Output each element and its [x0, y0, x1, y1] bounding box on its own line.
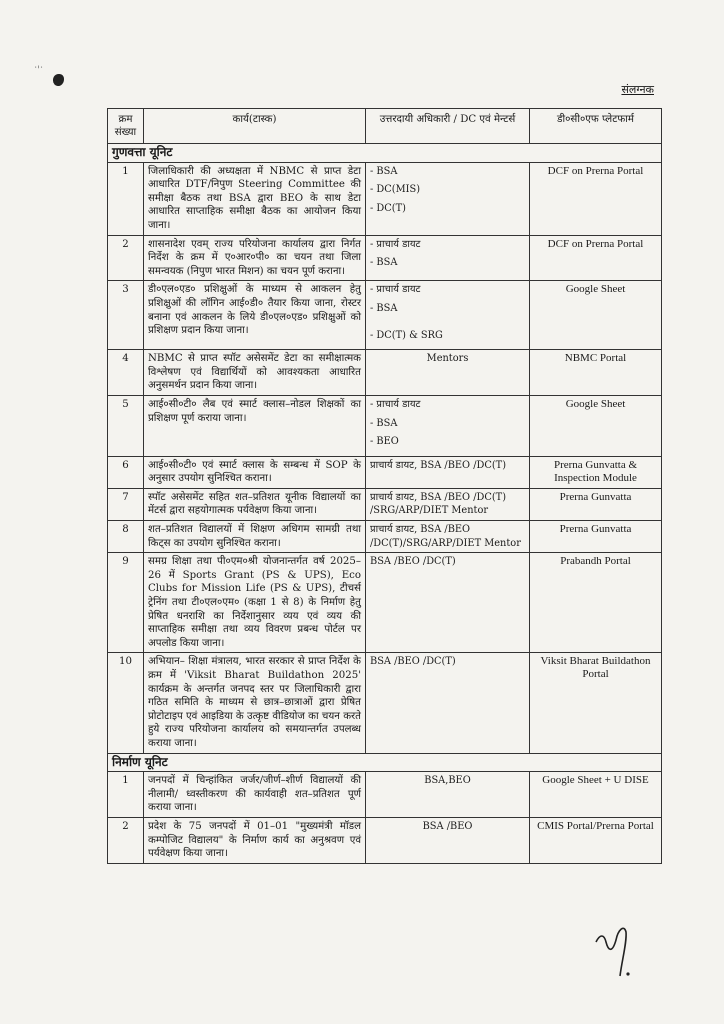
- row-number: 5: [108, 395, 144, 456]
- platform: Google Sheet: [530, 395, 662, 456]
- section-row: [108, 144, 662, 163]
- row-number: 7: [108, 488, 144, 520]
- platform: CMIS Portal/Prerna Portal: [530, 817, 662, 863]
- signature: [594, 920, 642, 980]
- platform: Viksit Bharat Buildathon Portal: [530, 653, 662, 753]
- task-table: [107, 108, 662, 864]
- row-number: 10: [108, 653, 144, 753]
- table-row: [108, 553, 662, 653]
- platform: Prerna Gunvatta: [530, 488, 662, 520]
- task-description: शासनादेश एवम् राज्य परियोजना कार्यालय द्वारा निर्गत निर्देश के क्रम में ए०आर०पी० का चयन तथा जिला समन्वयक (निपुण भारत मिशन) का चयन पूर्ण कराना।: [144, 235, 366, 281]
- ink-blot: [53, 74, 64, 86]
- responsible-officers: [366, 456, 530, 488]
- officer-entry: प्राचार्य डायट, BSA /BEO /DC(T)/SRG/ARP/DIET Mentor: [370, 524, 521, 549]
- table-row: [108, 395, 662, 456]
- table-row: [108, 488, 662, 520]
- table-row: [108, 162, 662, 235]
- row-number: 2: [108, 817, 144, 863]
- row-number: 4: [108, 350, 144, 396]
- task-description: जिलाधिकारी की अध्यक्षता में NBMC से प्राप्त डेटा आधारित DTF/निपुण Steering Committee की समीक्षा बैठक तथा BSA द्वारा BEO के साथ डेटा आधारित साप्ताहिक समीक्षा बैठक का आयोजन किया जाना।: [144, 162, 366, 235]
- task-description: अभियान– शिक्षा मंत्रालय, भारत सरकार से प्राप्त निर्देश के क्रम में 'Viksit Bharat Buildathon 2025' कार्यक्रम के अन्तर्गत जनपद स्तर पर जिलाधिकारी द्वारा गठित समिति के माध्यम से छात्र–छात्राओं द्वारा प्रेषित प्रोटोटाइप एवं आइडिया के उत्कृष्ट वीडियोज का चयन करते हुये राज्य परियोजना कार्यालय को समयान्तर्गत उपलब्ध कराया जाना।: [144, 653, 366, 753]
- table-row: [108, 456, 662, 488]
- col-header-sn: क्रम संख्या: [108, 109, 144, 144]
- col-header-task: कार्य(टास्क): [144, 109, 366, 144]
- table-row: [108, 817, 662, 863]
- table-row: [108, 653, 662, 753]
- officer-entry: BSA /BEO /DC(T): [370, 656, 456, 668]
- officer-entry: - BSA: [370, 302, 398, 314]
- platform: Prabandh Portal: [530, 553, 662, 653]
- officer-entry: - BSA: [370, 257, 398, 269]
- officer-entry: प्राचार्य डायट, BSA /BEO /DC(T) /SRG/ARP/DIET Mentor: [370, 491, 507, 517]
- officer-entry: [370, 321, 525, 329]
- officer-entry: - प्राचार्य डायट: [370, 238, 421, 250]
- section-title: गुणवत्ता यूनिट: [108, 144, 662, 163]
- officer-entry: BSA /BEO: [422, 820, 473, 832]
- responsible-officers: [366, 488, 530, 520]
- platform: Prerna Gunvatta & Inspection Module: [530, 456, 662, 488]
- table-row: [108, 772, 662, 818]
- responsible-officers: [366, 772, 530, 818]
- task-description: डी०एल०एड० प्रशिक्षुओं के माध्यम से आकलन हेतु प्रशिक्षुओं की लॉगिन आई०डी० तैयार किया जाना, रोस्टर बनाना एवं आकलन के लिये डी०एल०एड० प्रशिक्षुओं को प्रशिक्षण प्रदान किया जाना।: [144, 281, 366, 350]
- officer-entry: Mentors: [426, 353, 469, 365]
- section-title: निर्माण यूनिट: [108, 753, 662, 772]
- responsible-officers: [366, 553, 530, 653]
- task-description: शत–प्रतिशत विद्यालयों में शिक्षण अधिगम सामग्री तथा किट्स का उपयोग सुनिश्चित कराना।: [144, 521, 366, 553]
- col-header-platform: डी०सी०एफ प्लेटफार्म: [530, 109, 662, 144]
- col-header-officers: उत्तरदायी अधिकारी / DC एवं मेन्टर्स: [366, 109, 530, 144]
- task-description: NBMC से प्राप्त स्पॉट असेसमेंट डेटा का समीक्षात्मक विश्लेषण एवं विद्यार्थियों को आवश्यकता आधारित अनुसमर्थन प्रदान किया जाना।: [144, 350, 366, 396]
- task-description: आई०सी०टी० लैब एवं स्मार्ट क्लास–नोडल शिक्षकों का प्रशिक्षण पूर्ण कराया जाना।: [144, 395, 366, 456]
- task-description: प्रदेश के 75 जनपदों में 01–01 "मुख्यमंत्री मॉडल कम्पोजिट विद्यालय" के निर्माण कार्य का अनुश्रवण एवं पर्यवेक्षण किया जाना।: [144, 817, 366, 863]
- section-row: [108, 753, 662, 772]
- officer-entry: - BSA: [370, 165, 398, 177]
- row-number: 1: [108, 162, 144, 235]
- table-row: [108, 350, 662, 396]
- row-number: 1: [108, 772, 144, 818]
- task-description: आई०सी०टी० एवं स्मार्ट क्लास के सम्बन्ध में SOP के अनुसार उपयोग सुनिश्चित कराना।: [144, 456, 366, 488]
- officer-entry: - प्राचार्य डायट: [370, 398, 421, 410]
- responsible-officers: [366, 395, 530, 456]
- responsible-officers: [366, 653, 530, 753]
- table-row: [108, 521, 662, 553]
- platform: Google Sheet: [530, 281, 662, 350]
- table-row: [108, 281, 662, 350]
- responsible-officers: [366, 162, 530, 235]
- row-number: 8: [108, 521, 144, 553]
- officer-entry: - DC(T): [370, 202, 406, 214]
- corner-mark: ॱ'ॱ: [34, 65, 44, 76]
- table-header-row: [108, 109, 662, 144]
- task-description: समग्र शिक्षा तथा पी०एम०श्री योजनान्तर्गत वर्ष 2025–26 में Sports Grant (PS & UPS), Eco Clubs for Mission Life (PS & UPS), टीचर्स ट्रेनिंग तथा टी०एल०एम० (कक्षा 1 से 8) के निर्माण हेतु प्रेषित धनराशि का निर्देशानुसार व्यय एवं व्यय की साप्ताहिक समीक्षा तथा व्यय विवरण प्रबन्ध पोर्टल पर अपलोड किया जाना।: [144, 553, 366, 653]
- officer-entry: BSA,BEO: [424, 775, 471, 787]
- platform: NBMC Portal: [530, 350, 662, 396]
- task-description: स्पॉट असेसमेंट सहित शत–प्रतिशत यूनीक विद्यालयों का मेंटर्स द्वारा सहयोगात्मक पर्यवेक्षण किया जाना।: [144, 488, 366, 520]
- row-number: 2: [108, 235, 144, 281]
- platform: Prerna Gunvatta: [530, 521, 662, 553]
- officer-entry: - BSA: [370, 417, 398, 429]
- platform: DCF on Prerna Portal: [530, 235, 662, 281]
- officer-entry: - DC(MIS): [370, 184, 421, 196]
- table-row: [108, 235, 662, 281]
- responsible-officers: [366, 817, 530, 863]
- row-number: 6: [108, 456, 144, 488]
- officer-entry: - प्राचार्य डायट: [370, 284, 421, 296]
- responsible-officers: [366, 350, 530, 396]
- officer-entry: - BEO: [370, 436, 399, 448]
- row-number: 3: [108, 281, 144, 350]
- responsible-officers: [366, 235, 530, 281]
- task-description: जनपदों में चिन्हांकित जर्जर/जीर्ण–शीर्ण विद्यालयों की नीलामी/ ध्वस्तीकरण की कार्यवाही शत–प्रतिशत पूर्ण कराया जाना।: [144, 772, 366, 818]
- responsible-officers: [366, 281, 530, 350]
- officer-entry: BSA /BEO /DC(T): [370, 556, 456, 568]
- responsible-officers: [366, 521, 530, 553]
- annex-label: संलग्नक: [621, 83, 654, 96]
- officer-entry: - DC(T) & SRG: [370, 329, 443, 341]
- officer-entry: प्राचार्य डायट, BSA /BEO /DC(T): [370, 459, 507, 471]
- row-number: 9: [108, 553, 144, 653]
- platform: DCF on Prerna Portal: [530, 162, 662, 235]
- table-body: [108, 144, 662, 864]
- platform: Google Sheet + U DISE: [530, 772, 662, 818]
